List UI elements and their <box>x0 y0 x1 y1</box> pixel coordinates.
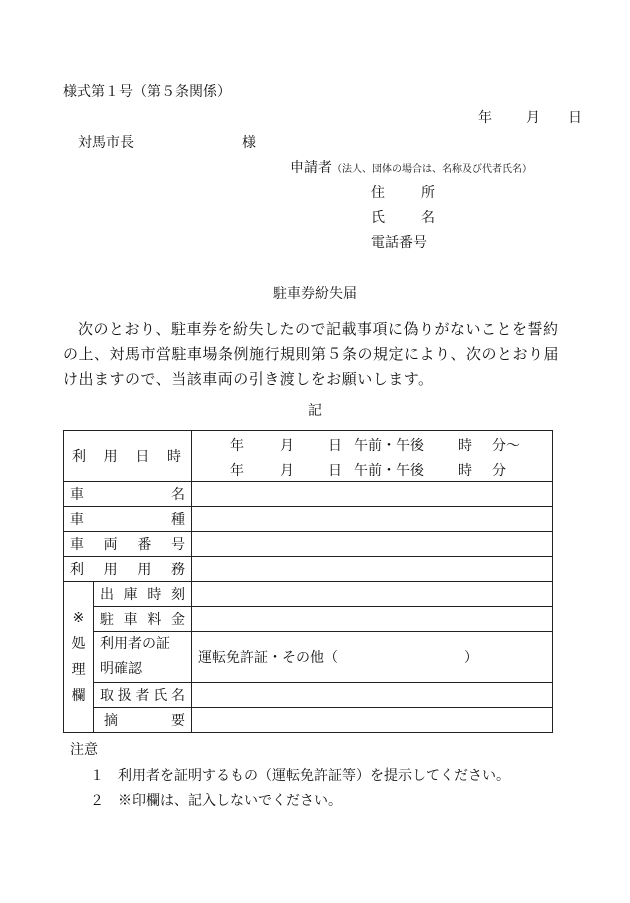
from-day: 日 <box>328 438 342 454</box>
usage-datetime-label: 利用日時 <box>64 431 192 482</box>
from-year: 年 <box>230 438 244 454</box>
usage-purpose-label: 利用用務 <box>64 557 192 582</box>
remarks-row <box>64 708 553 733</box>
declaration-line-1: 次のとおり、駐車券を紛失したので記載事項に偽りがないことを誓約 <box>78 320 559 338</box>
datetime-to <box>192 456 552 481</box>
name-char-2: 名 <box>421 210 435 226</box>
to-minute: 分 <box>492 463 506 479</box>
car-type-value[interactable] <box>192 507 553 532</box>
datetime-from <box>192 431 552 456</box>
notes-title: 注意 <box>70 742 98 758</box>
date-day-label: 日 <box>568 110 582 126</box>
from-hour: 時 <box>458 438 472 454</box>
verify-label <box>94 632 192 683</box>
remarks-value[interactable] <box>192 708 553 733</box>
to-hour: 時 <box>458 463 472 479</box>
name-char-1: 氏 <box>371 210 385 226</box>
declaration-line-3: け出ますので、当該車両の引き渡しをお願いします。 <box>63 370 434 388</box>
exit-time-row <box>64 582 553 607</box>
car-name-value[interactable] <box>192 482 553 507</box>
car-number-row <box>64 532 553 557</box>
address-char-1: 住 <box>371 185 385 201</box>
applicant-label: 申請者 <box>290 160 332 176</box>
applicant-note: （法人、団体の場合は、名称及び代者氏名） <box>332 164 532 175</box>
to-day: 日 <box>328 463 342 479</box>
to-ampm: 午前・午後 <box>354 463 424 479</box>
side-char-2: 処 <box>71 636 86 652</box>
address-char-2: 所 <box>421 185 435 201</box>
processing-section-label <box>64 582 94 733</box>
parking-fee-row <box>64 607 553 632</box>
date-month-label: 月 <box>526 110 540 126</box>
usage-purpose-row <box>64 557 553 582</box>
handler-name-row <box>64 683 553 708</box>
usage-datetime-cell[interactable] <box>192 431 553 482</box>
car-type-label: 車種 <box>64 507 192 532</box>
ki-marker: 記 <box>308 403 322 419</box>
usage-datetime-row <box>64 431 553 482</box>
phone-label: 電話番号 <box>371 235 427 251</box>
addressee-name: 対馬市長 <box>78 135 134 151</box>
note-item-2: ２ ※印欄は、記入しないでください。 <box>90 793 342 809</box>
handler-name-value[interactable] <box>192 683 553 708</box>
verify-label-line-2: 明確認 <box>100 661 142 677</box>
side-char-1: ※ <box>72 610 85 626</box>
car-type-row <box>64 507 553 532</box>
car-number-value[interactable] <box>192 532 553 557</box>
car-name-label: 車名 <box>64 482 192 507</box>
handler-name-label: 取扱者氏名 <box>94 683 192 708</box>
parking-fee-label: 駐車料金 <box>94 607 192 632</box>
declaration-text <box>63 317 583 392</box>
from-minute: 分～ <box>492 438 520 454</box>
side-char-4: 欄 <box>71 688 86 704</box>
verify-label-line-1: 利用者の証 <box>100 636 170 652</box>
note-item-1: １ 利用者を証明するもの（運転免許証等）を提示してください。 <box>90 768 510 784</box>
side-char-3: 理 <box>71 662 86 678</box>
exit-time-value[interactable] <box>192 582 553 607</box>
to-year: 年 <box>230 463 244 479</box>
parking-fee-value[interactable] <box>192 607 553 632</box>
from-month: 月 <box>280 438 294 454</box>
date-year-label: 年 <box>478 110 492 126</box>
declaration-line-2: の上、対馬市営駐車場条例施行規則第５条の規定により、次のとおり届 <box>63 345 560 363</box>
car-name-row <box>64 482 553 507</box>
usage-purpose-value[interactable] <box>192 557 553 582</box>
verify-row <box>64 632 553 683</box>
form-number: 様式第１号（第５条関係） <box>63 84 231 100</box>
verify-value[interactable]: 運転免許証・その他（ ） <box>192 632 553 683</box>
car-number-label: 車両番号 <box>64 532 192 557</box>
addressee-suffix: 様 <box>242 135 256 151</box>
record-table <box>63 430 553 733</box>
document-title: 駐車券紛失届 <box>273 286 357 302</box>
remarks-label: 摘要 <box>94 708 192 733</box>
addressee <box>78 132 256 152</box>
to-month: 月 <box>280 463 294 479</box>
exit-time-label: 出庫時刻 <box>94 582 192 607</box>
from-ampm: 午前・午後 <box>354 438 424 454</box>
applicant-heading <box>290 157 532 177</box>
